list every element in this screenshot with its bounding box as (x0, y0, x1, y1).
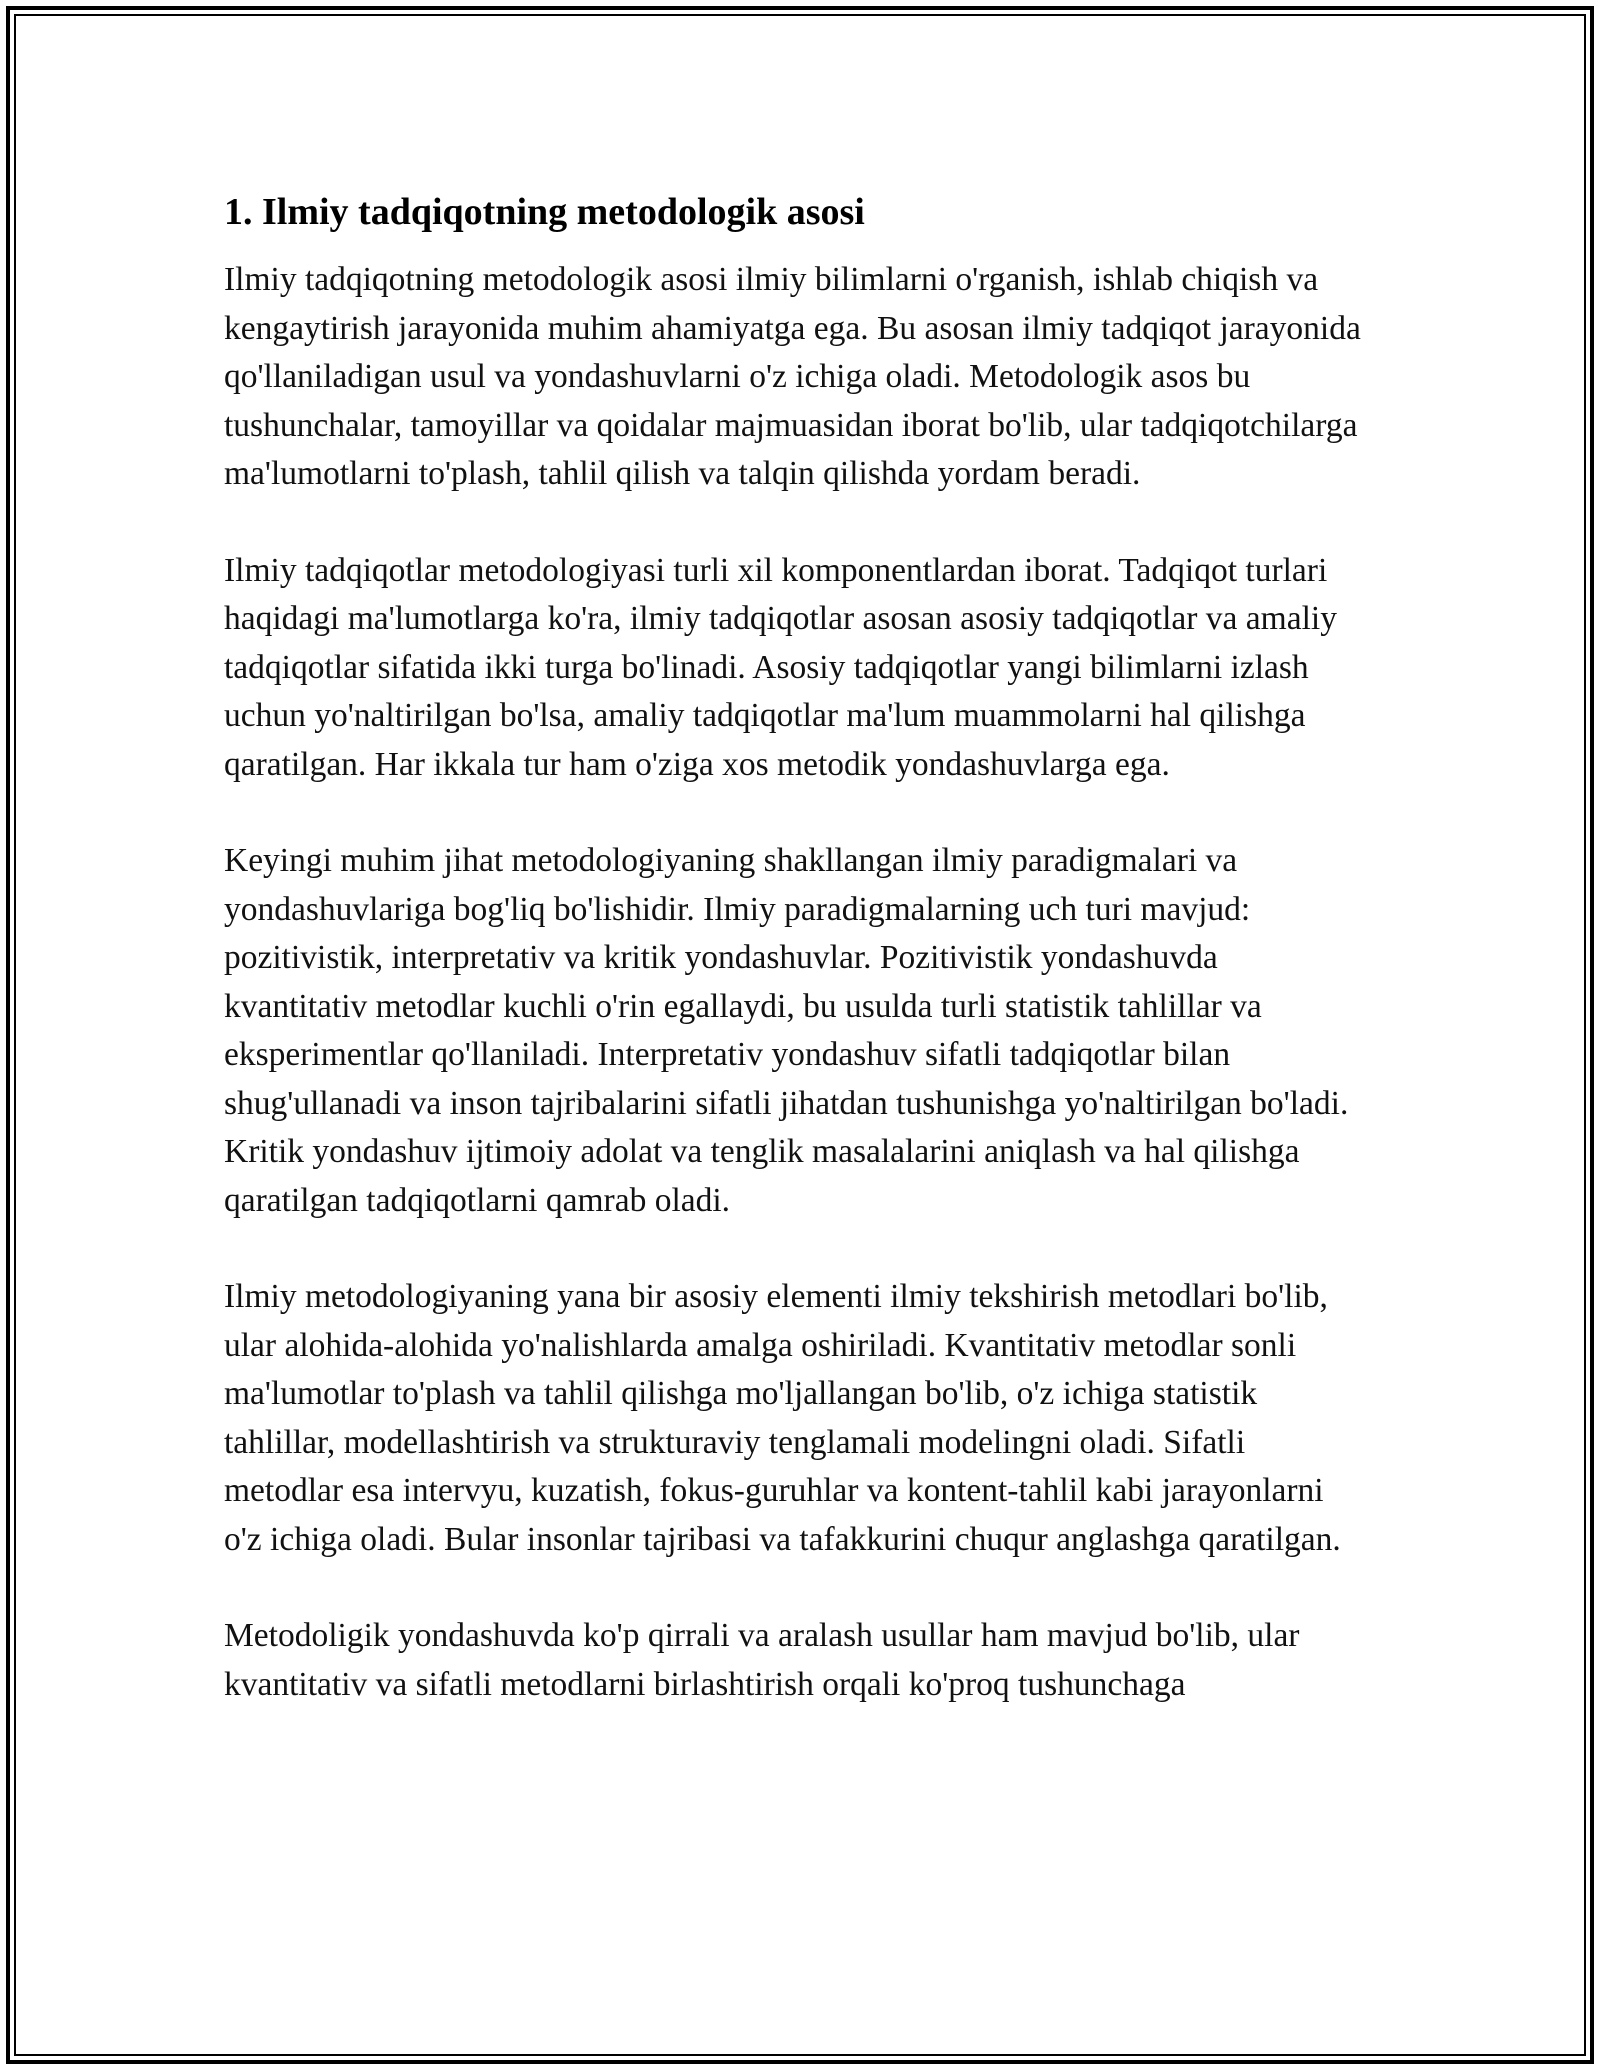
paragraph-3: Keyingi muhim jihat metodologiyaning shakllangan ilmiy paradigmalari va yondashuvlariga bog'liq bo'lishidir. Ilmiy paradigmalarning uch turi mavjud: pozitivistik, interpretativ va kritik yondashuvlar. Pozitivistik yondashuvda kvantitativ metodlar kuchli o'rin egallaydi, bu usulda turli statistik tahlillar va eksperimentlar qo'llaniladi. Interpretativ yondashuv sifatli tadqiqotlar bilan shug'ullanadi va inson tajribalarini sifatli jihatdan tushunishga yo'naltirilgan bo'ladi. Kritik yondashuv ijtimoiy adolat va tenglik masalalarini aniqlash va hal qilishga qaratilgan tadqiqotlarni qamrab oladi. (224, 842, 1349, 1219)
paragraph-1: Ilmiy tadqiqotning metodologik asosi ilmiy bilimlarni o'rganish, ishlab chiqish va kengaytirish jarayonida muhim ahamiyatga ega. Bu asosan ilmiy tadqiqot jarayonida qo'llaniladigan usul va yondashuvlarni o'z ichiga oladi. Metodologik asos bu tushunchalar, tamoyillar va qoidalar majmuasidan iborat bo'lib, ular tadqiqotchilarga ma'lumotlarni to'plash, tahlil qilish va talqin qilishda yordam beradi. (224, 261, 1361, 492)
section-heading: 1. Ilmiy tadqiqotning metodologik asosi (224, 191, 865, 233)
document-body (224, 178, 1364, 1757)
paragraph-2: Ilmiy tadqiqotlar metodologiyasi turli xil komponentlardan iborat. Tadqiqot turlari haqidagi ma'lumotlarga ko'ra, ilmiy tadqiqotlar asosan asosiy tadqiqotlar va amaliy tadqiqotlar sifatida ikki turga bo'linadi. Asosiy tadqiqotlar yangi bilimlarni izlash uchun yo'naltirilgan bo'lsa, amaliy tadqiqotlar ma'lum muammolarni hal qilishga qaratilgan. Har ikkala tur ham o'ziga xos metodik yondashuvlarga ega. (224, 551, 1337, 783)
paragraph-5: Metodoligik yondashuvda ko'p qirrali va aralash usullar ham mavjud bo'lib, ular kvantitativ va sifatli metodlarni birlashtirish orqali ko'proq tushunchaga (224, 1617, 1300, 1703)
paragraph-4: Ilmiy metodologiyaning yana bir asosiy elementi ilmiy tekshirish metodlari bo'lib, ular alohida-alohida yo'nalishlarda amalga oshiriladi. Kvantitativ metodlar sonli ma'lumotlar to'plash va tahlil qilishga mo'ljallangan bo'lib, o'z ichiga statistik tahlillar, modellashtirish va strukturaviy tenglamali modelingni oladi. Sifatli metodlar esa intervyu, kuzatish, fokus-guruhlar va kontent-tahlil kabi jarayonlarni o'z ichiga oladi. Bular insonlar tajribasi va tafakkurini chuqur anglashga qaratilgan. (224, 1278, 1341, 1558)
